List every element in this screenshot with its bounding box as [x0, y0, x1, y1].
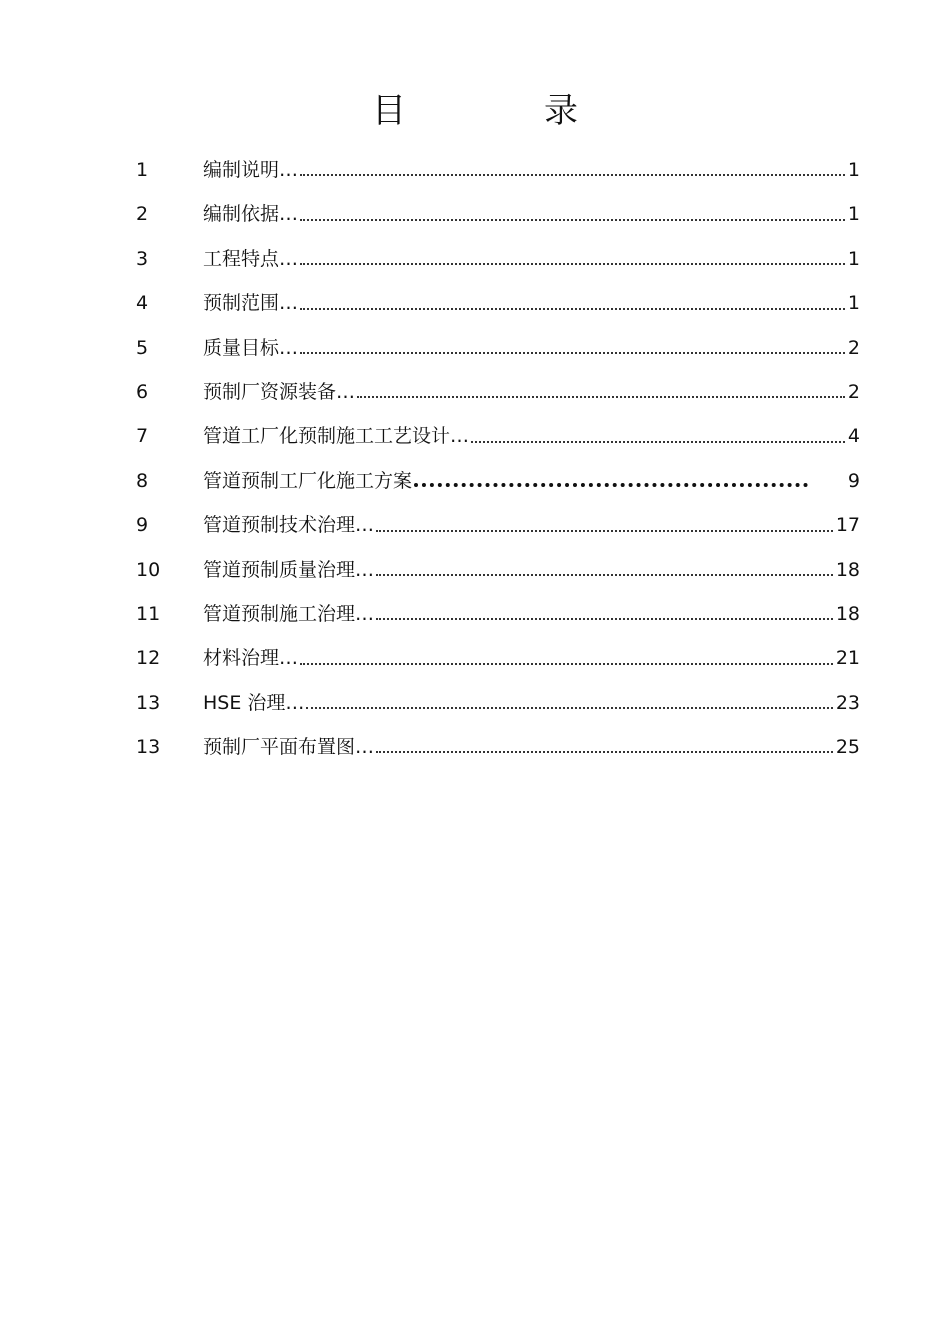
toc-entry-title: 材料治理… — [203, 647, 299, 670]
toc-leader-dots — [376, 618, 833, 620]
toc-leader-dots — [376, 574, 833, 576]
toc-entry-number: 8 — [136, 469, 149, 492]
toc-entry-number: 6 — [136, 380, 149, 403]
toc-entry-title: 管道预制技术治理… — [203, 514, 375, 537]
toc-leader-dots — [471, 441, 845, 443]
page-title: 目 录 — [372, 91, 630, 131]
toc-entry-page: 18 — [835, 558, 860, 581]
toc-leader-dots — [300, 352, 845, 354]
toc-leader-dots — [376, 751, 833, 753]
toc-entry-title: 管道预制工厂化施工方案 — [203, 469, 413, 492]
toc-leader-dots — [414, 483, 808, 487]
table-of-contents — [136, 148, 860, 769]
toc-entry-number: 7 — [136, 425, 149, 448]
toc-leader-dots — [376, 530, 833, 532]
toc-entry-number: 11 — [136, 602, 161, 625]
toc-entry[interactable] — [136, 725, 860, 769]
toc-entry-number: 13 — [136, 736, 161, 759]
toc-entry[interactable] — [136, 281, 860, 325]
toc-entry[interactable] — [136, 592, 860, 636]
toc-entry-page: 4 — [847, 425, 860, 448]
toc-leader-dots — [300, 263, 845, 265]
toc-entry-number: 3 — [136, 247, 149, 270]
toc-entry[interactable] — [136, 370, 860, 414]
toc-entry-title: 编制依据… — [203, 203, 299, 226]
toc-entry[interactable] — [136, 414, 860, 458]
toc-entry[interactable] — [136, 148, 860, 192]
toc-entry-title: 预制厂资源装备… — [203, 380, 356, 403]
toc-entry-number: 12 — [136, 647, 161, 670]
toc-entry-page: 25 — [835, 736, 860, 759]
toc-entry[interactable] — [136, 681, 860, 725]
toc-entry-page: 9 — [847, 469, 860, 492]
toc-entry-title: 编制说明… — [203, 159, 299, 181]
toc-leader-dots — [300, 308, 845, 310]
toc-entry[interactable] — [136, 459, 860, 503]
toc-leader-dots — [300, 663, 833, 665]
toc-entry-title: 管道预制质量治理… — [203, 558, 375, 581]
toc-entry-number: 1 — [136, 159, 149, 181]
toc-entry-page: 1 — [847, 292, 860, 315]
toc-entry-title: 管道预制施工治理… — [203, 602, 375, 625]
toc-entry[interactable] — [136, 636, 860, 680]
toc-leader-dots — [306, 707, 832, 709]
toc-entry-page: 1 — [847, 159, 860, 181]
toc-entry-title: 预制范围… — [203, 292, 299, 315]
toc-entry-number: 9 — [136, 514, 149, 537]
toc-entry-page: 17 — [835, 514, 860, 537]
toc-entry-page: 21 — [835, 647, 860, 670]
toc-entry-title: HSE 治理… — [203, 691, 305, 714]
toc-entry-page: 1 — [847, 247, 860, 270]
toc-entry-page: 18 — [835, 602, 860, 625]
toc-entry-number: 13 — [136, 691, 161, 714]
toc-entry-title: 工程特点… — [203, 247, 299, 270]
toc-leader-dots — [300, 174, 845, 176]
toc-entry-page: 2 — [847, 380, 860, 403]
toc-entry-number: 5 — [136, 336, 149, 359]
toc-leader-dots — [357, 396, 845, 398]
toc-entry[interactable] — [136, 503, 860, 547]
toc-entry-page: 23 — [835, 691, 860, 714]
toc-entry-number: 10 — [136, 558, 161, 581]
toc-entry-number: 2 — [136, 203, 149, 226]
toc-entry-title: 质量目标… — [203, 336, 299, 359]
toc-entry-title: 管道工厂化预制施工工艺设计… — [203, 425, 470, 448]
toc-entry-title: 预制厂平面布置图… — [203, 736, 375, 759]
toc-entry[interactable] — [136, 192, 860, 236]
toc-entry-number: 4 — [136, 292, 149, 315]
toc-entry-page: 1 — [847, 203, 860, 226]
toc-entry[interactable] — [136, 548, 860, 592]
toc-entry[interactable] — [136, 326, 860, 370]
toc-entry[interactable] — [136, 237, 860, 281]
toc-leader-dots — [300, 219, 845, 221]
toc-entry-page: 2 — [847, 336, 860, 359]
